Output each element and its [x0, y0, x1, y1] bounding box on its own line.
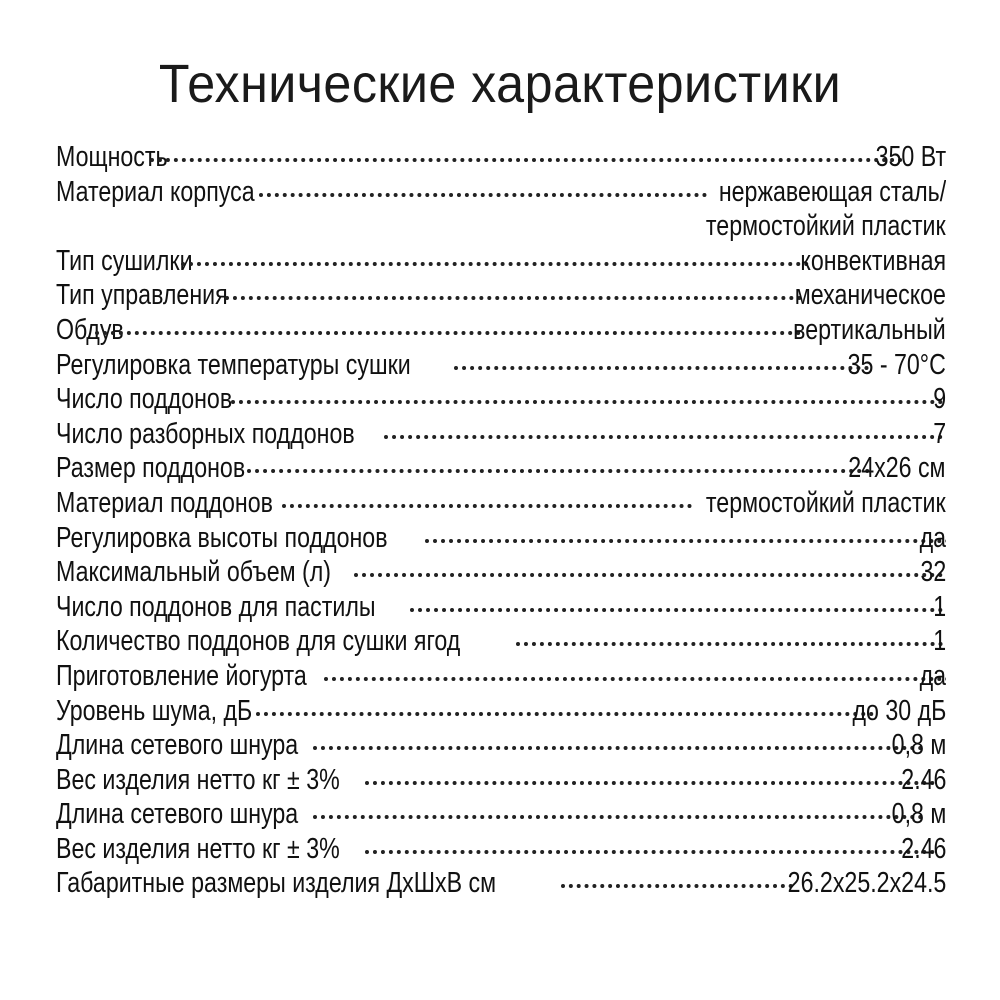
- spec-row-max-volume: [56, 555, 946, 590]
- spec-row-dryer-type: [56, 244, 946, 279]
- spec-value: 35 - 70°C: [847, 348, 946, 381]
- spec-label: Регулировка температуры сушки: [56, 348, 411, 381]
- spec-row-noise-level: [56, 694, 946, 729]
- dot-leader: [365, 781, 935, 785]
- spec-row-power: [56, 140, 946, 175]
- dot-leader: [247, 469, 870, 473]
- dot-leader: [95, 331, 800, 335]
- spec-label: Мощность: [56, 141, 168, 173]
- spec-value: да: [919, 521, 946, 554]
- spec-row-berry-trays: [56, 624, 946, 659]
- spec-value: 1: [933, 625, 946, 658]
- dot-leader: [384, 435, 946, 439]
- spec-value: нержавеющая сталь/: [718, 175, 946, 208]
- dot-leader: [181, 262, 809, 266]
- dot-leader: [225, 296, 802, 300]
- dot-leader: [561, 884, 793, 888]
- dot-leader: [354, 573, 946, 577]
- spec-label: Приготовление йогурта: [56, 659, 307, 692]
- spec-row-tray-height-adjust: [56, 521, 946, 556]
- dot-leader: [454, 366, 869, 370]
- spec-value: 9: [933, 383, 946, 416]
- spec-value: да: [919, 659, 946, 692]
- spec-row-net-weight: [56, 763, 946, 798]
- spec-label: Количество поддонов для сушки ягод: [56, 625, 461, 658]
- spec-value: 24x26 см: [848, 452, 946, 485]
- spec-value: механическое: [794, 279, 946, 312]
- spec-label: Число поддонов для пастилы: [56, 590, 376, 623]
- spec-label: Тип сушилки: [56, 244, 193, 277]
- spec-label: Тип управления: [56, 279, 228, 312]
- spec-row-tray-count: [56, 382, 946, 417]
- dot-leader: [516, 642, 946, 646]
- spec-value: 1: [933, 590, 946, 623]
- spec-value: 32: [920, 556, 946, 589]
- spec-label: Длина сетевого шнура: [56, 729, 299, 762]
- spec-value: 2.46: [900, 763, 946, 796]
- spec-label: Размер поддонов: [56, 452, 246, 485]
- spec-value: до 30 дБ: [852, 694, 946, 727]
- dot-leader: [259, 193, 707, 197]
- dot-leader: [410, 608, 946, 612]
- spec-label: Длина сетевого шнура: [56, 798, 299, 831]
- spec-row-cord-length: [56, 797, 946, 832]
- spec-row-temperature: [56, 348, 946, 383]
- spec-row-dimensions: [56, 866, 946, 901]
- dot-leader: [425, 539, 946, 543]
- spec-label: Максимальный объем (л): [56, 556, 332, 589]
- spec-row-body-material-continued: [56, 209, 946, 244]
- spec-label: Габаритные размеры изделия ДхШхВ см: [56, 867, 497, 900]
- spec-value: 2.46: [900, 832, 946, 865]
- spec-row-tray-material: [56, 486, 946, 521]
- spec-label: Вес изделия нетто кг ± 3%: [56, 763, 340, 796]
- spec-value: 26.2x25.2x24.5: [787, 867, 946, 900]
- dot-leader: [313, 746, 923, 750]
- spec-value: 0,8 м: [891, 798, 946, 831]
- spec-value: 350 Вт: [875, 141, 946, 173]
- dot-leader: [231, 400, 946, 404]
- spec-value: термостойкий пластик: [706, 210, 946, 243]
- spec-row-pastila-trays: [56, 590, 946, 625]
- spec-list: [56, 140, 946, 901]
- spec-value: вертикальный: [793, 313, 946, 346]
- spec-row-control-type: [56, 278, 946, 313]
- dot-leader: [313, 815, 923, 819]
- spec-label: Материал корпуса: [56, 175, 255, 208]
- spec-label: Число разборных поддонов: [56, 417, 355, 450]
- spec-row-yogurt: [56, 659, 946, 694]
- dot-leader: [256, 712, 874, 716]
- spec-label: Вес изделия нетто кг ± 3%: [56, 832, 340, 865]
- page-title: Технические характеристики: [158, 54, 842, 114]
- spec-row-body-material: [56, 175, 946, 210]
- spec-label: Материал поддонов: [56, 486, 273, 519]
- spec-row-airflow: [56, 313, 946, 348]
- spec-value: 7: [933, 417, 946, 450]
- dot-leader: [150, 158, 903, 162]
- spec-row-net-weight: [56, 832, 946, 867]
- spec-value: термостойкий пластик: [706, 486, 946, 519]
- spec-label: Обдув: [56, 313, 124, 346]
- dot-leader: [324, 677, 946, 681]
- spec-value: конвективная: [800, 244, 946, 277]
- dot-leader: [365, 850, 935, 854]
- spec-label: Регулировка высоты поддонов: [56, 521, 388, 554]
- spec-value: 0,8 м: [891, 729, 946, 762]
- spec-row-tray-size: [56, 451, 946, 486]
- spec-label: Число поддонов: [56, 383, 233, 416]
- spec-row-collapsible-trays: [56, 417, 946, 452]
- dot-leader: [282, 504, 692, 508]
- spec-row-cord-length: [56, 728, 946, 763]
- spec-label: Уровень шума, дБ: [56, 694, 253, 727]
